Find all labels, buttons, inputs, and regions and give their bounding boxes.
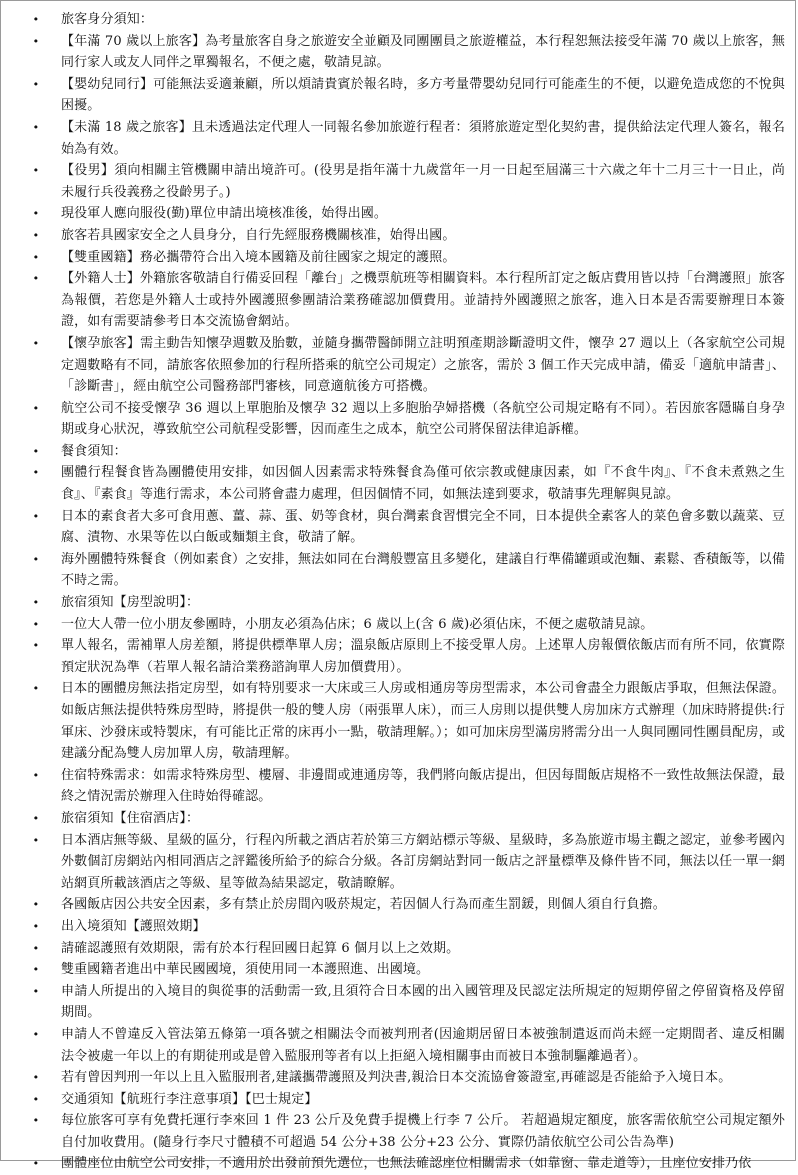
list-item — [1, 1153, 795, 1175]
list-item-text: 【外籍人士】外籍旅客敬請自行備妥回程「離台」之機票航班等相關資料。本行程所訂定之飯店費用皆以持「台灣護照」旅客為報價，若您是外籍人士或持外國護照參團請洽業務確認加價費用。並請持外國護照之旅客，進入日本是否需要辦理日本簽證，如有需要請參考日本交流協會網站。 — [61, 271, 785, 330]
list-item-text: 申請人所提出的入境目的與從事的活動需一致,且須符合日本國的出入國管理及民認定法所規定的短期停留之停留資格及停留期間。 — [61, 983, 785, 1021]
list-item-text: 請確認護照有效期限，需有於本行程回國日起算 6 個月以上之效期。 — [61, 940, 460, 956]
bullet-icon: • — [32, 682, 40, 696]
list-item-text: 海外團體特殊餐食（例如素食）之安排，無法如同在台灣般豐富且多變化，建議自行準備罐頭或泡麵、素鬆、香積飯等，以備不時之需。 — [61, 551, 785, 589]
list-item — [1, 592, 795, 614]
list-item-text: 日本的素食者大多可食用蔥、薑、蒜、蛋、奶等食材，與台灣素食習慣完全不同，日本提供全素客人的菜色會多數以蔬菜、豆腐、漬物、水果等佐以白飯或麵類主食，敬請了解。 — [61, 508, 785, 546]
bullet-icon: • — [32, 1157, 40, 1171]
list-item-text: 旅宿須知【房型說明】： — [61, 595, 200, 611]
list-item — [1, 894, 795, 916]
bullet-icon: • — [32, 164, 40, 178]
list-item — [1, 74, 795, 117]
bullet-icon: • — [32, 833, 40, 847]
list-item — [1, 1089, 795, 1111]
list-item-text: 現役軍人應向服役(勤)單位申請出境核准後，始得出國。 — [61, 206, 388, 222]
list-item — [1, 268, 795, 333]
list-item — [1, 117, 795, 160]
bullet-icon: • — [32, 272, 40, 286]
list-item-text: 住宿特殊需求：如需求特殊房型、樓層、非邊間或連通房等，我們將向飯店提出，但因每間飯店規格不一致性故無法保證，最終之情況需於辦理入住時始得確認。 — [61, 767, 785, 805]
list-item-text: 團體座位由航空公司安排，不適用於出發前預先選位，也無法確認座位相關需求（如靠窗、靠走道等），且座位安排乃依 — [61, 1156, 752, 1172]
list-item — [1, 981, 795, 1024]
list-item-text: 【雙重國籍】務必攜帶符合出入境本國籍及前往國家之規定的護照。 — [61, 249, 456, 265]
list-item — [1, 9, 795, 31]
list-item-text: 【嬰幼兒同行】可能無法妥適兼顧，所以煩請貴賓於報名時，多方考量帶嬰幼兒同行可能產生的不便，以避免造成您的不悅與困擾。 — [61, 76, 785, 114]
list-item — [1, 959, 795, 981]
bullet-icon: • — [32, 34, 40, 48]
list-item-text: 【懷孕旅客】需主動告知懷孕週數及胎數，並隨身攜帶醫師開立註明預產期診斷證明文件，懷孕 27 週以上（各家航空公司規定週數略有不同，請旅客依照參加的行程所搭乘的航空公司規定）之旅客，需於 3 個工作天完成申請，備妥「適航申請書」、「診斷書」，經由航空公司醫務部門審核，同意適航後方可搭機。 — [61, 335, 785, 395]
bullet-icon: • — [32, 898, 40, 912]
list-item-text: 交通須知【航班行李注意事項】【巴士規定】 — [61, 1091, 318, 1107]
list-item-text: 航空公司不接受懷孕 36 週以上單胞胎及懷孕 32 週以上多胞胎孕婦搭機（各航空公司規定略有不同）。若因旅客隱瞞自身孕期或身心狀況，導致航空公司航程受影響，因而產生之成本，航空公司將保留法律追訴權。 — [61, 400, 785, 438]
list-item — [1, 160, 795, 203]
bullet-icon: • — [32, 120, 40, 134]
list-item — [1, 203, 795, 225]
list-item — [1, 808, 795, 830]
list-item — [1, 765, 795, 808]
bullet-icon: • — [32, 401, 40, 415]
list-item — [1, 247, 795, 269]
bullet-icon: • — [32, 639, 40, 653]
list-item — [1, 225, 795, 247]
list-item — [1, 462, 795, 505]
list-item-text: 旅客身分須知： — [61, 12, 154, 27]
bullet-icon: • — [32, 207, 40, 221]
bullet-icon: • — [32, 984, 40, 998]
list-item — [1, 1110, 795, 1153]
list-item — [1, 398, 795, 441]
bullet-icon: • — [32, 919, 40, 933]
list-item — [1, 31, 795, 74]
bullet-icon: • — [32, 963, 40, 977]
list-item — [1, 916, 795, 938]
bullet-icon: • — [32, 228, 40, 242]
list-item-text: 申請人不曾違反入管法第五條第一項各號之相關法令而被判刑者(因逾期居留日本被強制遣返而尚未經一定期間者、違反相關法令被處一年以上的有期徒刑或是曾入監服刑等者有以上拒絕入境相關事由而被日本強制驅離過者）。 — [61, 1026, 785, 1064]
list-item — [1, 830, 795, 895]
list-item — [1, 549, 795, 592]
list-item-text: 日本酒店無等級、星級的區分，行程內所載之酒店若於第三方網站標示等級、星級時，多為旅遊市場主觀之認定，並參考國內外數個訂房網站內相同酒店之評鑑後所給予的綜合分級。各訂房網站對同一飯店之評量標準及條件皆不同，無法以任一單一網站網頁所載該酒店之等級、星等做為結果認定，敬請瞭解。 — [61, 832, 785, 891]
bullet-icon: • — [32, 336, 40, 350]
bullet-icon: • — [32, 552, 40, 566]
bullet-icon: • — [32, 1027, 40, 1041]
travel-notes-list — [1, 1, 795, 1175]
list-item-text: 餐食須知： — [61, 443, 127, 459]
list-item — [1, 678, 795, 764]
list-item — [1, 614, 795, 636]
list-item-text: 若有曾因判刑一年以上且入監服刑者,建議攜帶護照及判決書,親洽日本交流協會簽證室,再確認是否能給予入境日本。 — [61, 1070, 732, 1086]
list-item — [1, 441, 795, 463]
bullet-icon: • — [32, 77, 40, 91]
bullet-icon: • — [32, 596, 40, 610]
bullet-icon: • — [32, 509, 40, 523]
list-item — [1, 333, 795, 398]
bullet-icon: • — [32, 1092, 40, 1106]
list-item — [1, 938, 795, 960]
list-item-text: 日本的團體房無法指定房型，如有特別要求一大床或三人房或相通房等房型需求，本公司會盡全力跟飯店爭取，但無法保證。如飯店無法提供特殊房型時，將提供一般的雙人房（兩張單人床），而三人房則以提供雙人房加床方式辦理（加床時將提供:行軍床、沙發床或特製床，有可能比正常的床再小一點，敬請理解。）；如可加床房型滿房將需分出一人與同團同性團員配房，或建議分配為雙人房加單人房，敬請理解。 — [61, 681, 785, 762]
list-item-text: 一位大人帶一位小朋友參團時，小朋友必須為佔床；6 歲以上(含 6 歲)必須佔床，不便之處敬請見諒。 — [61, 616, 654, 632]
list-item-text: 每位旅客可享有免費托運行李來回 1 件 23 公斤及免費手提機上行李 7 公斤。 若超過規定額度，旅客需依航空公司規定額外自付加收費用。(隨身行李尺寸體積不可超過 54 公分+38 公分+23 公分、實際仍請依航空公司公告為準) — [61, 1113, 785, 1150]
list-item-text: 【未滿 18 歲之旅客】且未透過法定代理人一同報名參加旅遊行程者：須將旅遊定型化契約書，提供給法定代理人簽名，報名始為有效。 — [61, 119, 785, 157]
list-item-text: 【役男】須向相關主管機關申請出境許可。(役男是指年滿十九歲當年一月一日起至屆滿三十六歲之年十二月三十一日止，尚未履行兵役義務之役齡男子。) — [61, 163, 785, 200]
bullet-icon: • — [32, 466, 40, 480]
bullet-icon: • — [32, 617, 40, 631]
list-item-text: 團體行程餐食皆為團體使用安排，如因個人因素需求特殊餐食為僅可依宗教或健康因素，如『不食牛肉』、『不食未煮熟之生食』、『素食』等進行需求，本公司將會盡力處理，但因個情不同，如無法達到要求，敬請事先理解與見諒。 — [61, 465, 785, 503]
bullet-icon: • — [32, 1114, 40, 1128]
list-item — [1, 1024, 795, 1067]
list-item-text: 出入境須知【護照效期】 — [61, 918, 206, 934]
list-item — [1, 1067, 795, 1089]
list-item-text: 旅宿須知【住宿酒店】： — [61, 810, 200, 826]
list-item-text: 【年滿 70 歲以上旅客】為考量旅客自身之旅遊安全並顧及同團團員之旅遊權益，本行程恕無法接受年滿 70 歲以上旅客，無同行家人或友人同伴之單獨報名，不便之處，敬請見諒。 — [61, 33, 785, 71]
bullet-icon: • — [32, 811, 40, 825]
bullet-icon: • — [32, 444, 40, 458]
bullet-icon: • — [32, 250, 40, 264]
list-item-text: 雙重國籍者進出中華民國國境，須使用同一本護照進、出國境。 — [61, 962, 430, 978]
bullet-icon: • — [32, 768, 40, 782]
list-item — [1, 506, 795, 549]
list-item-text: 單人報名，需補單人房差額，將提供標準單人房；溫泉飯店原則上不接受單人房。上述單人房報價依飯店而有所不同，依實際預定狀況為準（若單人報名請洽業務諮詢單人房加價費用）。 — [61, 638, 785, 675]
bullet-icon: • — [32, 941, 40, 955]
list-item — [1, 635, 795, 678]
bullet-icon: • — [32, 13, 40, 26]
list-item-text: 各國飯店因公共安全因素，多有禁止於房間內吸菸規定，若因個人行為而產生罰鍰，則個人須自行負擔。 — [61, 897, 666, 913]
bullet-icon: • — [32, 1071, 40, 1085]
list-item-text: 旅客若具國家安全之人員身分，自行先經服務機關核准，始得出國。 — [61, 227, 456, 243]
